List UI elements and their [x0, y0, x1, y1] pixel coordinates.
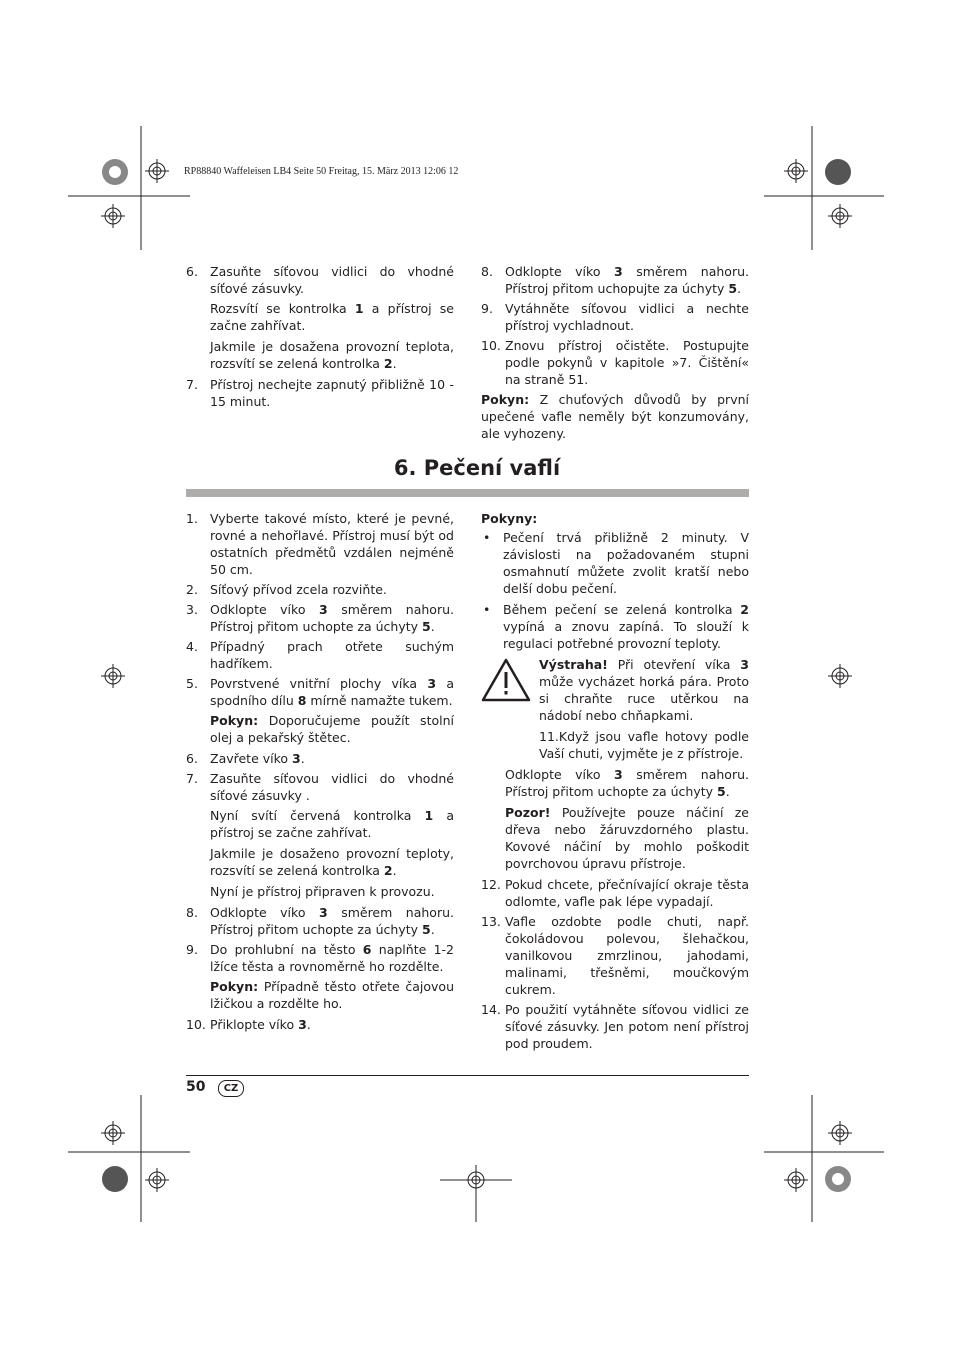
- print-header: RP88840 Waffeleisen LB4 Seite 50 Freitag, 15. März 2013 12:06 12: [184, 166, 459, 177]
- top-left-column: [186, 263, 454, 413]
- language-badge: CZ: [218, 1080, 244, 1097]
- list-item: 11.Když jsou vafle hotovy podle Vaší chuti, vyjměte je z přístroje.: [539, 729, 749, 761]
- list-item: 14. Po použití vytáhněte síťovou vidlici ze síťové zásuvky. Jen potom není přístroj pod proudem.: [481, 1002, 749, 1051]
- paragraph: Nyní svítí červená kontrolka 1 a přístroj se začne zahřívat.: [210, 808, 454, 840]
- list-item: 13. Vafle ozdobte podle chuti, např. čokoládovou polevou, šlehačkou, vanilkovou zmrzlinou, jahodami, malinami, třešněmi, moučkovým cukrem.: [481, 914, 749, 997]
- list-item: 10. Přiklopte víko 3.: [186, 1017, 311, 1032]
- list-item: 6. Zavřete víko 3.: [186, 751, 305, 766]
- right-column: [481, 510, 749, 1055]
- list-item: 10. Znovu přístroj očistěte. Postupujte podle pokynů v kapitole »7. Čištění« na straně 51.: [481, 338, 749, 387]
- paragraph: Rozsvítí se kontrolka 1 a přístroj se začne zahřívat.: [210, 301, 454, 333]
- warning-triangle-icon: [481, 658, 531, 702]
- note: Pokyn: Doporučujeme použít stolní olej a pekařský štětec.: [210, 713, 454, 745]
- list-item: 4. Případný prach otřete suchým hadříkem.: [186, 639, 454, 671]
- list-item: 8. Odklopte víko 3 směrem nahoru. Přístroj přitom uchopujte za úchyty 5.: [481, 264, 749, 296]
- footer-rule: [186, 1075, 749, 1076]
- notes-heading: Pokyny:: [481, 511, 538, 526]
- page-number: 50: [186, 1079, 206, 1095]
- list-item: 9. Vytáhněte síťovou vidlici a nechte přístroj vychladnout.: [481, 301, 749, 333]
- note: Pokyn: Z chuťových důvodů by první upečené vafle neměly být konzumovány, ale vyhozeny.: [481, 392, 749, 441]
- list-item: 12. Pokud chcete, přečnívající okraje těsta odlomte, vafle pak lépe vypadají.: [481, 877, 749, 909]
- list-item: 2. Síťový přívod zcela rozviňte.: [186, 582, 387, 597]
- warning: Výstraha! Při otevření víka 3 může vycházet horká pára. Proto si chraňte ruce utěrkou na nádobí nebo chňapkami.: [481, 656, 749, 724]
- list-item: 1. Vyberte takové místo, které je pevné, rovné a nehořlavé. Přístroj musí být od ostatních předmětů vzdálen nejméně 50 cm.: [186, 511, 454, 577]
- top-right-column: [481, 263, 749, 444]
- list-item: 9. Do prohlubní na těsto 6 naplňte 1-2 lžíce těsta a rovnoměrně ho rozdělte.: [186, 942, 454, 974]
- caution: Pozor! Používejte pouze náčiní ze dřeva nebo žáruvzdorného plastu. Kovové náčiní by mohlo poškodit povrchovou úpravu přístroje.: [505, 805, 749, 871]
- list-item: • Během pečení se zelená kontrolka 2 vypíná a znovu zapíná. To slouží k regulaci potřebné provozní teploty.: [483, 602, 749, 651]
- paragraph: Nyní je přístroj připraven k provozu.: [210, 884, 435, 899]
- list-item: 7. Zasuňte síťovou vidlici do vhodné síťové zásuvky .: [186, 771, 454, 803]
- list-item: 3. Odklopte víko 3 směrem nahoru. Přístroj přitom uchopte za úchyty 5.: [186, 602, 454, 634]
- paragraph: Jakmile je dosažena provozní teplota, rozsvítí se zelená kontrolka 2.: [210, 339, 454, 371]
- list-item: 5. Povrstvené vnitřní plochy víka 3 a spodního dílu 8 mírně namažte tukem.: [186, 676, 454, 708]
- left-column: [186, 510, 454, 1036]
- list-item: 6. Zasuňte síťovou vidlici do vhodné síťové zásuvky.: [186, 264, 454, 296]
- paragraph: Odklopte víko 3 směrem nahoru. Přístroj přitom uchopte za úchyty 5.: [505, 767, 749, 799]
- list-item: 8. Odklopte víko 3 směrem nahoru. Přístroj přitom uchopte za úchyty 5.: [186, 905, 454, 937]
- list-item: • Pečení trvá přibližně 2 minuty. V závislosti na požadovaném stupni osmahnutí můžete zvolit kratší nebo delší dobu pečení.: [483, 530, 749, 596]
- list-item: 7. Přístroj nechejte zapnutý přibližně 10 - 15 minut.: [186, 377, 454, 409]
- section-divider: [186, 489, 749, 497]
- paragraph: Jakmile je dosaženo provozní teploty, rozsvítí se zelená kontrolka 2.: [210, 846, 454, 878]
- note: Pokyn: Případně těsto otřete čajovou lžičkou a rozdělte ho.: [210, 979, 454, 1011]
- section-title: 6. Pečení vaflí: [393, 456, 561, 480]
